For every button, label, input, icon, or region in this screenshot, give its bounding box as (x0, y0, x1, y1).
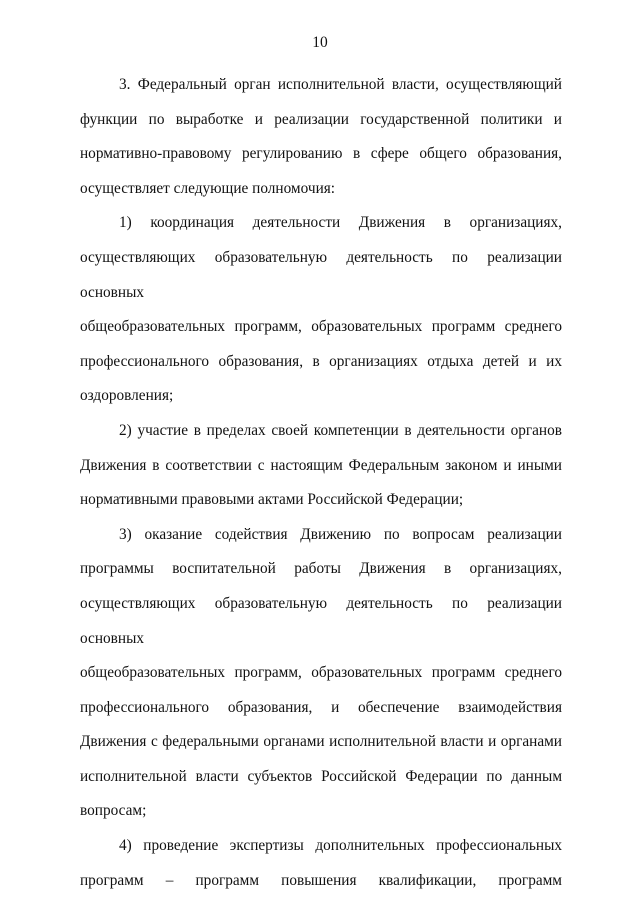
text-line: программ – программ повышения квалификации, программ (80, 871, 562, 889)
list-item-4 (80, 829, 562, 898)
text-line: исполнительной власти субъектов Российской Федерации по данным (80, 767, 562, 785)
text-line: Движения с федеральными органами исполнительной власти и органами (80, 733, 562, 751)
text-line: осуществляет следующие полномочия: (80, 179, 336, 197)
text-line: вопросам; (80, 802, 147, 820)
list-item-3 (80, 518, 562, 829)
list-item-1 (80, 206, 562, 414)
text-line: общеобразовательных программ, образовательных программ среднего (80, 318, 562, 336)
text-line: 2) участие в пределах своей компетенции в деятельности органов (119, 421, 562, 439)
text-line: 3) оказание содействия Движению по вопросам реализации (119, 525, 562, 543)
text-line: оздоровления; (80, 387, 174, 405)
text-line: профессионального образования, и обеспечение взаимодействия (80, 698, 562, 716)
text-line: программы воспитательной работы Движения в организациях, (80, 560, 562, 578)
page-number: 10 (312, 34, 328, 51)
text-line: нормативными правовыми актами Российской Федерации; (80, 491, 464, 509)
paragraph-3-intro (80, 68, 562, 206)
text-line: нормативно-правовому регулированию в сфере общего образования, (80, 145, 562, 163)
text-line: общеобразовательных программ, образовательных программ среднего (80, 664, 562, 682)
document-body (80, 68, 562, 898)
text-line: профессионального образования, в организациях отдыха детей и их (80, 352, 562, 370)
text-line: осуществляющих образовательную деятельность по реализации основных (80, 594, 562, 647)
text-line: 4) проведение экспертизы дополнительных профессиональных (119, 837, 562, 855)
text-line: функции по выработке и реализации государственной политики и (80, 110, 562, 128)
text-line: 1) координация деятельности Движения в организациях, (119, 214, 562, 232)
text-line: 3. Федеральный орган исполнительной власти, осуществляющий (119, 76, 562, 93)
text-line: Движения в соответствии с настоящим Федеральным законом и иными (80, 456, 562, 474)
text-line: осуществляющих образовательную деятельность по реализации основных (80, 248, 562, 301)
list-item-2 (80, 414, 562, 518)
